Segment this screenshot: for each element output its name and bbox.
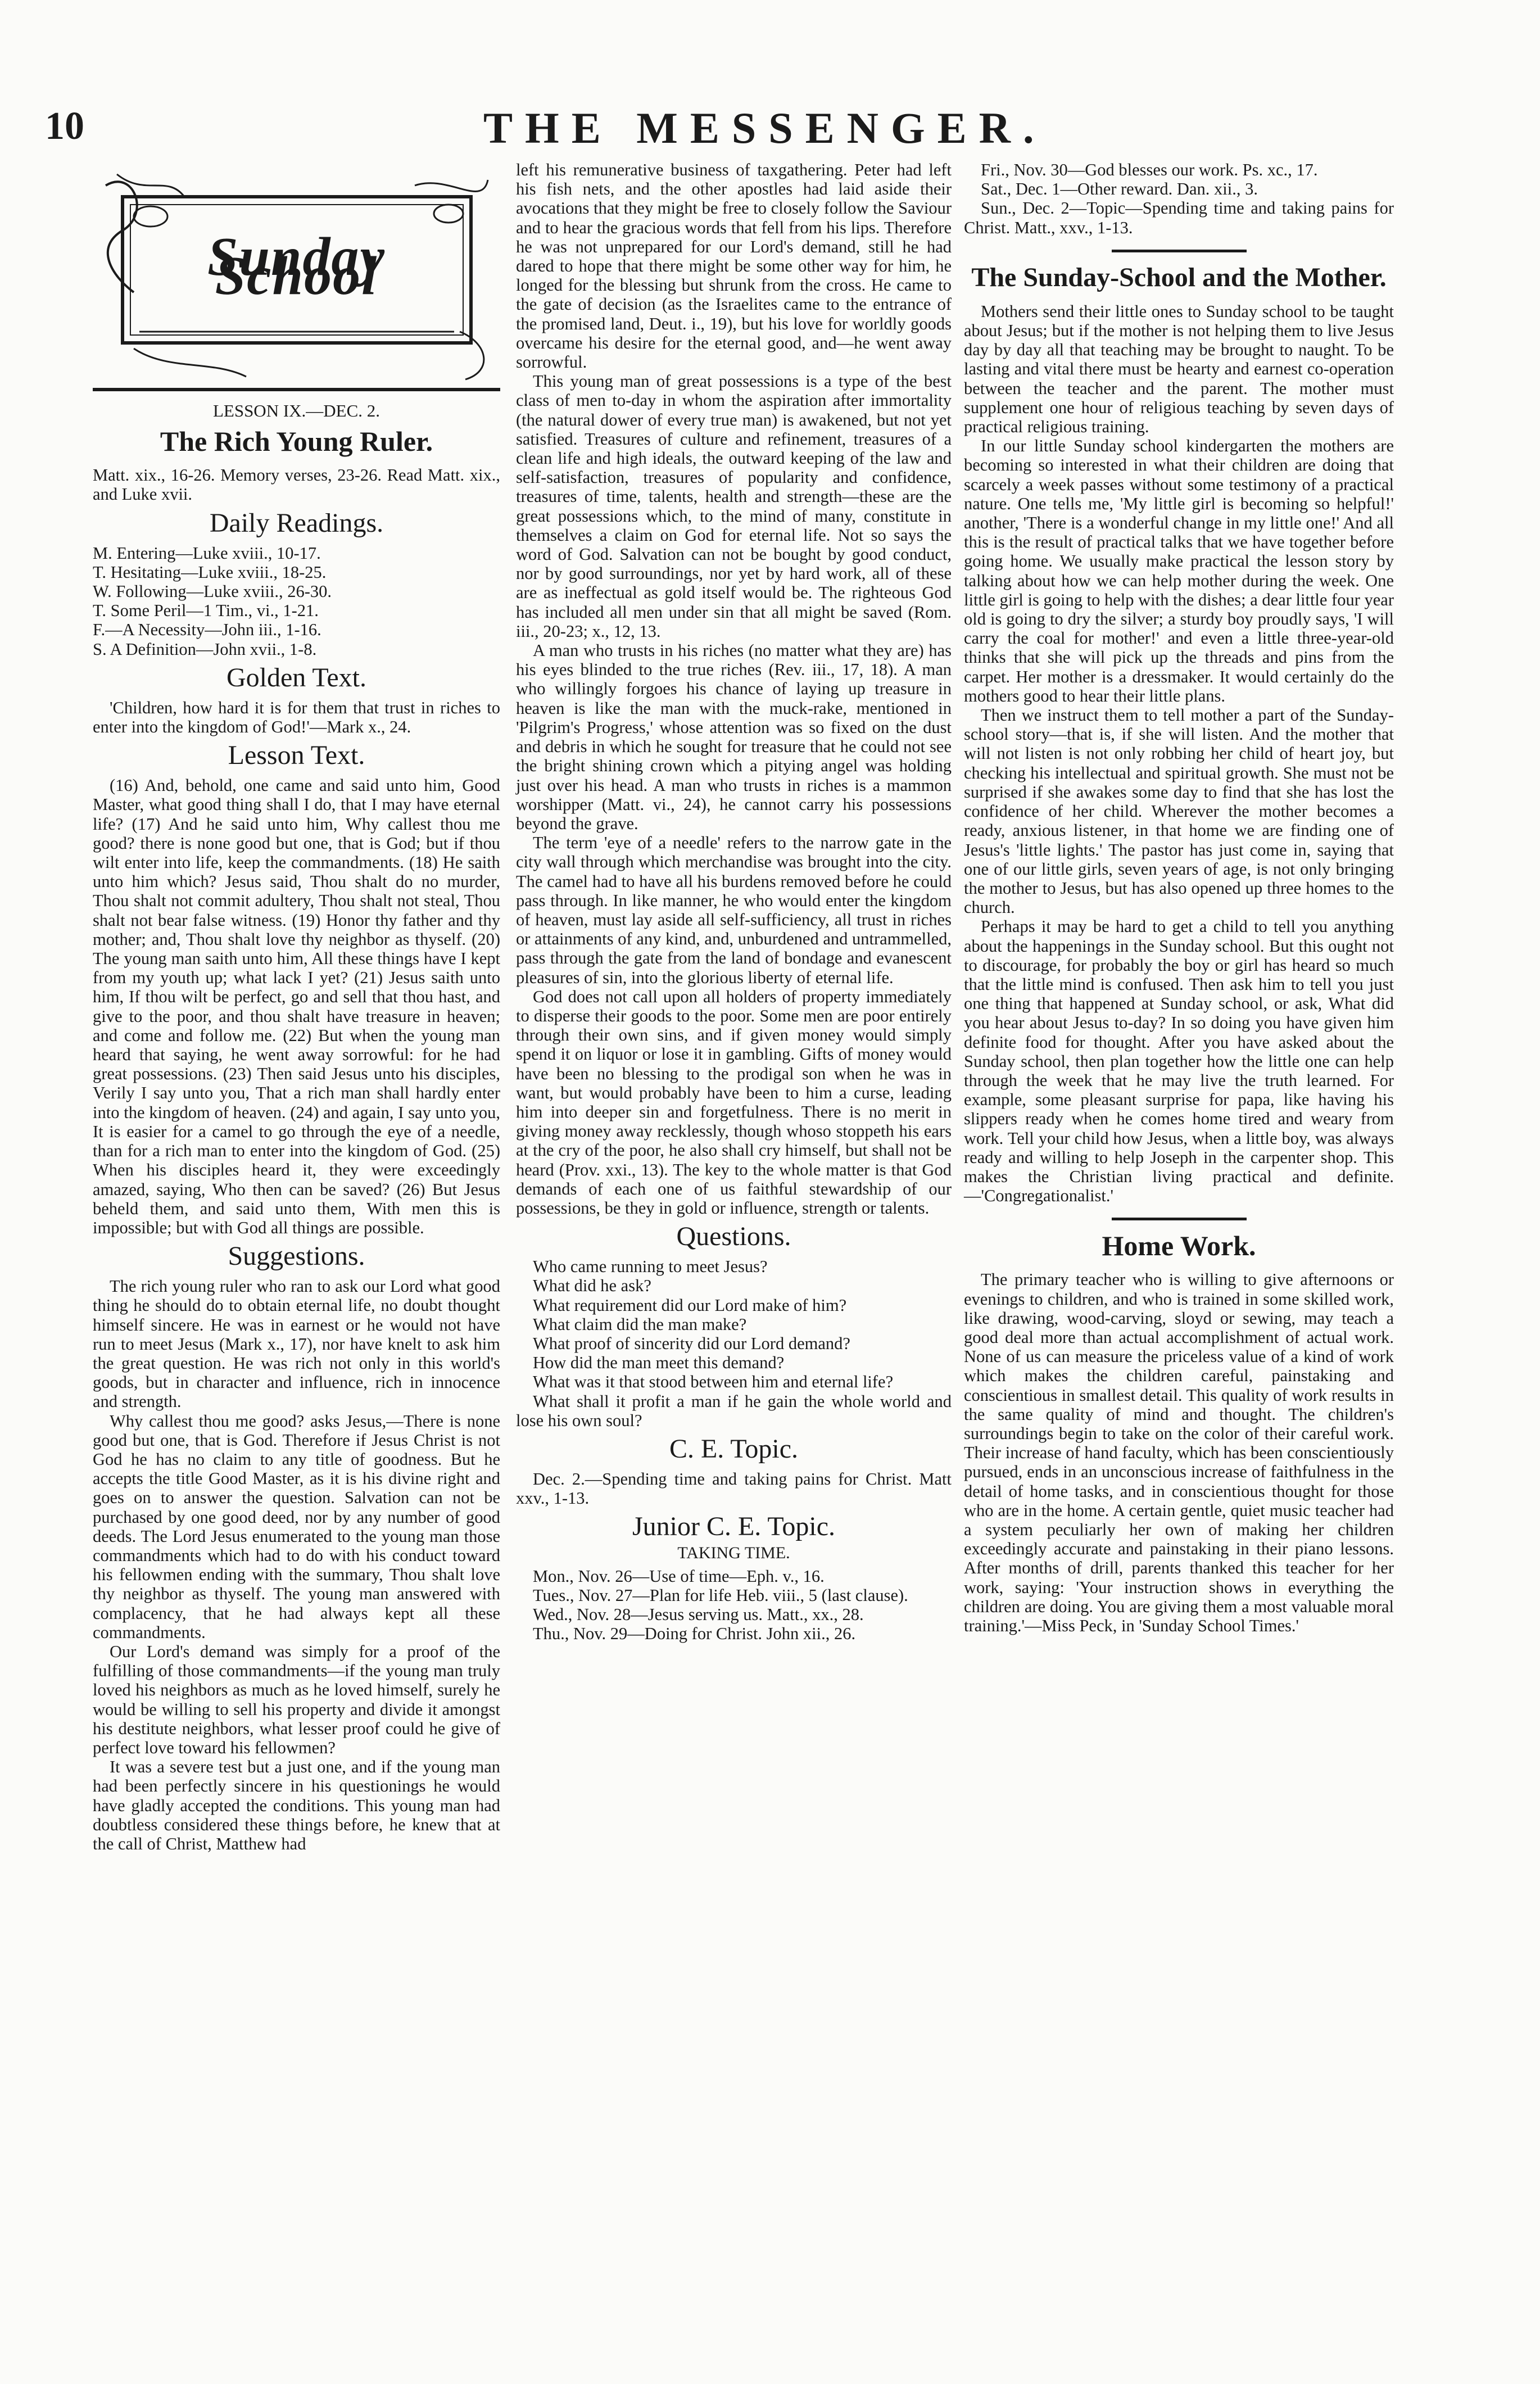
column-3 (964, 160, 1394, 1635)
junior-topic-list (516, 1567, 952, 1644)
paragraph: This young man of great possessions is a type of the best class of men to-day in whom the aspiration after immortality (the natural dower of every true man) is awakened, but not yet satisfied. Treasures of culture and refinement, treasures of a clean life and high ideals, the outward keeping of the law and self-satisfaction, treasures of popularity and confidence, treasures of time, talents, health and strength—these are the great possessions which, to the mind of many, constitute in themselves a claim on God for eternal life. Not so says the word of God. Salvation can not be bought by good conduct, nor by good surroundings, nor yet by hard work, all of these are as ineffectual as gold itself would be. The righteous God has included all men under sin that all might be saved (Rom. iii., 20-23; x., 12, 13. (516, 372, 952, 641)
suggestion-paragraph: Our Lord's demand was simply for a proof of the fulfilling of those commandments—if the young man truly loved his neighbors as much as he loved himself, surely he would be willing to sell his property and divide it amongst his destitute neighbors, what lesser proof could he give of perfect love toward his fellowmen? (93, 1641, 500, 1757)
junior-subheading: TAKING TIME. (677, 1544, 790, 1563)
suggestion-paragraph: It was a severe test but a just one, and if the young man had been perfectly sincere in his questionings he would have gladly accepted the conditions. This young man had doubtless considered these things before, he knew that at the call of Christ, Matthew had (93, 1757, 500, 1853)
junior-topic-continued (964, 160, 1394, 237)
golden-text-heading: Golden Text. (226, 662, 367, 693)
ce-topic-text: Dec. 2.—Spending time and taking pains for Christ. Matt xxv., 1-13. (516, 1469, 952, 1508)
junior-ce-topic-heading: Junior C. E. Topic. (632, 1512, 836, 1542)
lesson-title: The Rich Young Ruler. (160, 426, 433, 458)
home-work-heading: Home Work. (1102, 1230, 1256, 1262)
reading-item: F.—A Necessity—John iii., 1-16. (93, 620, 321, 640)
reading-item: W. Following—Luke xviii., 26-30. (93, 582, 332, 601)
lesson-number: LESSON IX.—DEC. 2. (212, 401, 381, 420)
reading-item: M. Entering—Luke xviii., 10-17. (93, 543, 321, 563)
suggestion-paragraph: The rich young ruler who ran to ask our Lord what good thing he should do to obtain eternal life, no doubt thought himself sincere. He was in earnest or he would not have run to meet Jesus (Mark x., 17), nor have knelt to ask him the great question. He was rich not only in this world's goods, but in character and influence, rich in innocence and strength. (93, 1277, 500, 1412)
daily-readings-heading: Daily Readings. (209, 508, 384, 538)
paragraph: Mothers send their little ones to Sunday school to be taught about Jesus; but if the mother is not helping them to live Jesus day by day all that teaching may be brought to naught. To be lasting and vital there must be hearty and earnest co-operation between the teacher and the parent. The mother must supplement one hour of religious teaching by seven days of practical religious training. (964, 301, 1394, 437)
ce-topic-heading: C. E. Topic. (669, 1434, 799, 1464)
mother-article-heading: The Sunday-School and the Mother. (971, 262, 1387, 292)
lesson-references: Matt. xix., 16-26. Memory verses, 23-26. Read Matt. xix., and Luke xvii. (93, 465, 500, 504)
lesson-text: (16) And, behold, one came and said unto him, Good Master, what good thing shall I do, that I may have eternal life? (17) And he said unto him, Why callest thou me good? there is none good but one, that is God; but if thou wilt enter into life, keep the commandments. (18) He saith unto him which? Jesus said, Thou shalt do no murder, Thou shalt not commit adultery, Thou shalt not steal, Thou shalt not bear false witness. (19) Honor thy father and thy mother; and, Thou shalt love thy neighbor as thyself. (20) The young man saith unto him, All these things have I kept from my youth up; what lack I yet? (21) Jesus saith unto him, If thou wilt be perfect, go and sell that thou hast, and give to the poor, and thou shalt have treasure in heaven; and come and follow me. (22) But when the young man heard that saying, he went away sorrowful: for he had great possessions. (23) Then said Jesus unto his disciples, Verily I say unto you, That a rich man shall hardly enter into the kingdom of heaven. (24) and again, I say unto you, It is easier for a camel to go through the eye of a needle, than for a rich man to enter into the kingdom of God. (25) When his disciples heard it, they were exceedingly amazed, saying, Who then can be saved? (26) But Jesus beheld them, and said unto them, With men this is impossible; but with God all things are possible. (93, 776, 500, 1237)
junior-topic-item: Wed., Nov. 28—Jesus serving us. Matt., xx., 28. (533, 1605, 864, 1625)
suggestions-heading: Suggestions. (228, 1241, 365, 1272)
lesson-text-heading: Lesson Text. (228, 740, 365, 771)
question-item: What was it that stood between him and eternal life? (533, 1372, 894, 1392)
column-1 (93, 163, 500, 1853)
daily-readings-list (93, 544, 500, 659)
paragraph: The term 'eye of a needle' refers to the narrow gate in the city wall through which merchandise was brought into the city. The camel had to have all his burdens removed before he could pass through. In like manner, he who would enter the kingdom of heaven, must lay aside all self-sufficiency, all trust in riches or attainments of any kind, and, unburdened and untrammelled, pass through the gate from the land of bondage and evanescent pleasures of sin, into the glorious liberty of eternal life. (516, 833, 952, 987)
page-number: 10 (45, 105, 84, 148)
reading-item: T. Some Peril—1 Tim., vi., 1-21. (93, 601, 319, 621)
paragraph: left his remunerative business of taxgathering. Peter had left his fish nets, and the other apostles had laid aside their avocations that they might be free to closely follow the Saviour and to hear the gracious words that fell from his lips. Therefore he was not unprepared for our Lord's demand, still he had dared to hope that there might be some other way for him, he longed for the blessing but shrunk from the cross. He came to the gate of decision (as the Israelites came to the entrance of the promised land, Deut. i., 19), but his love for worldly goods overcame his desire for the eternal good, and—he went away sorrowful. (516, 160, 952, 372)
newspaper-title: THE MESSENGER. (483, 103, 1047, 152)
sunday-school-banner (100, 163, 493, 382)
question-item: Who came running to meet Jesus? (533, 1257, 768, 1277)
banner-text: Sunday School (207, 227, 386, 307)
paragraph: A man who trusts in his riches (no matter what they are) has his eyes blinded to the true riches (Rev. iii., 17, 18). A man who willingly forgoes his chance of laying up treasure in heaven is like the man with the muck-rake, mentioned in 'Pilgrim's Progress,' whose attention was so fixed on the dust and debris in which he sought for treasure that he could not see the bright shining crown which a pitying angel was holding just over his head. A man who trusts in riches is a mammon worshipper (Matt. vi., 24), he cannot carry his possessions beyond the grave. (516, 641, 952, 833)
divider (93, 388, 500, 391)
paragraph: In our little Sunday school kindergarten the mothers are becoming so interested in what their children are doing that scarcely a week passes without some testimony of a practical nature. One tells me, 'My little girl is becoming so helpful!' another, 'There is a wonderful change in my little one!' And all this is the result of practical talks that we have together before going home. We usually make practical the lesson story by talking about how we can help mother during the week. One little girl is going to help with the dishes; a dear little four year old is going to dry the silver; a sturdy boy proudly says, 'I will carry the coal for mother!' and even a little three-year-old thinks that she will pick up the threads and pins from the carpet. Her mother is a dressmaker. It would certainly do the mothers good to hear their little plans. (964, 436, 1394, 705)
paragraph: Perhaps it may be hard to get a child to tell you anything about the happenings in the Sunday school. But this ought not to discourage, for probably the boy or girl has heard so much that the little mind is confused. Then ask him to tell you just one thing that happened at Sunday school, or ask, What did you hear about Jesus to-day? In so doing you have given him definite food for thought. After you have asked about the Sunday school, then plan together how the little one can help through the week that he may live the truth learned. For example, some pleasant surprise for papa, like having his slippers ready when he comes home tired and weary from work. Tell your child how Jesus, when a little boy, was always ready and willing to help Joseph in the carpenter shop. This makes the Christian living practical and definite.—'Congregationalist.' (964, 917, 1394, 1206)
junior-topic-item: Tues., Nov. 27—Plan for life Heb. viii., 5 (last clause). (533, 1585, 908, 1605)
junior-topic-item: Fri., Nov. 30—God blesses our work. Ps. xc., 17. (981, 160, 1318, 179)
golden-text: 'Children, how hard it is for them that trust in riches to enter into the kingdom of God!'—Mark x., 24. (93, 698, 500, 737)
paragraph: God does not call upon all holders of property immediately to disperse their goods to the poor. Some men are poor entirely through their own sins, and if given money would simply spend it on liquor or lose it in gambling. Gifts of money would have been no blessing to the prodigal son when he was in want, but would probably have been to him a curse, leading him into deeper sin and forgetfulness. There is no merit in giving money away recklessly, though whoso stoppeth his ears at the cry of the poor, he also shall cry himself, but shall not be heard (Prov. xxi., 13). The key to the whole matter is that God demands of each one of us faithful stewardship of our possessions, be they in gold or influence, strength or talents. (516, 987, 952, 1218)
question-item: What did he ask? (533, 1276, 651, 1296)
junior-topic-item: Sat., Dec. 1—Other reward. Dan. xii., 3. (981, 179, 1258, 199)
junior-topic-item: Sun., Dec. 2—Topic—Spending time and taking pains for Christ. Matt., xxv., 1-13. (964, 198, 1394, 237)
question-item: What claim did the man make? (533, 1314, 747, 1334)
reading-item: S. A Definition—John xvii., 1-8. (93, 639, 317, 659)
questions-list (516, 1257, 952, 1430)
divider (1112, 1218, 1247, 1220)
column-2 (516, 160, 952, 1643)
junior-topic-item: Thu., Nov. 29—Doing for Christ. John xii., 26. (533, 1624, 856, 1644)
paragraph: Then we instruct them to tell mother a part of the Sunday-school story—that is, if she will listen. And the mother that will not listen is not only robbing her child of heart joy, but checking his intellectual and spiritual growth. She must not be surprised if she awakes some day to find that she has lost the confidence of her child. Wherever the mother becomes a ready, anxious listener, in that home we are finding one of Jesus's 'little lights.' The pastor has just come in, saying that one of our little girls, seven years of age, is not only bringing the mother to Jesus, but has also opened up three homes to the church. (964, 705, 1394, 917)
masthead (45, 104, 1506, 155)
paragraph: The primary teacher who is willing to give afternoons or evenings to children, and who is trained in some skilled work, like drawing, wood-carving, sloyd or sewing, may teach a good deal more than actual accomplishment of actual work. None of us can measure the priceless value of a kind of work which makes the children careful, painstaking and conscientious in smallest detail. This quality of work results in the same quality of mind and thought. The children's surroundings begin to take on the color of their careful work. Their increase of hand faculty, which has been conscientiously pursued, ends in an unconscious increase of faithfulness in the detail of home tasks, and in conscientious thought for those who are in the home. A certain gentle, quiet music teacher had a system peculiarly her own of making her children exceedingly accurate and painstaking in their piano lessons. After months of drill, parents thanked this teacher for her work, saying: 'Your instruction shows in everything the children are doing. You are giving them a most valuable moral training.'—Miss Peck, in 'Sunday School Times.' (964, 1270, 1394, 1636)
question-item: What shall it profit a man if he gain the whole world and lose his own soul? (516, 1391, 952, 1430)
question-item: What proof of sincerity did our Lord demand? (533, 1333, 850, 1353)
junior-topic-item: Mon., Nov. 26—Use of time—Eph. v., 16. (533, 1566, 825, 1586)
questions-heading: Questions. (676, 1222, 791, 1252)
question-item: How did the man meet this demand? (533, 1353, 785, 1373)
suggestion-paragraph: Why callest thou me good? asks Jesus,—There is none good but one, that is God. Therefore if Jesus Christ is not God he has no claim to any title of goodness. But he accepts the title Good Master, as it is his divine right and goes on to answer the question. Salvation can not be purchased by one good deed, nor by any number of good deeds. The Lord Jesus enumerated to the young man those commandments which had to do with his conduct toward his fellowmen ending with the summary, Thou shalt love thy neighbor as thyself. The young man answered with complacency, that he had always kept all these commandments. (93, 1411, 500, 1642)
divider (1112, 250, 1247, 252)
reading-item: T. Hesitating—Luke xviii., 18-25. (93, 562, 327, 582)
question-item: What requirement did our Lord make of him? (533, 1295, 847, 1315)
